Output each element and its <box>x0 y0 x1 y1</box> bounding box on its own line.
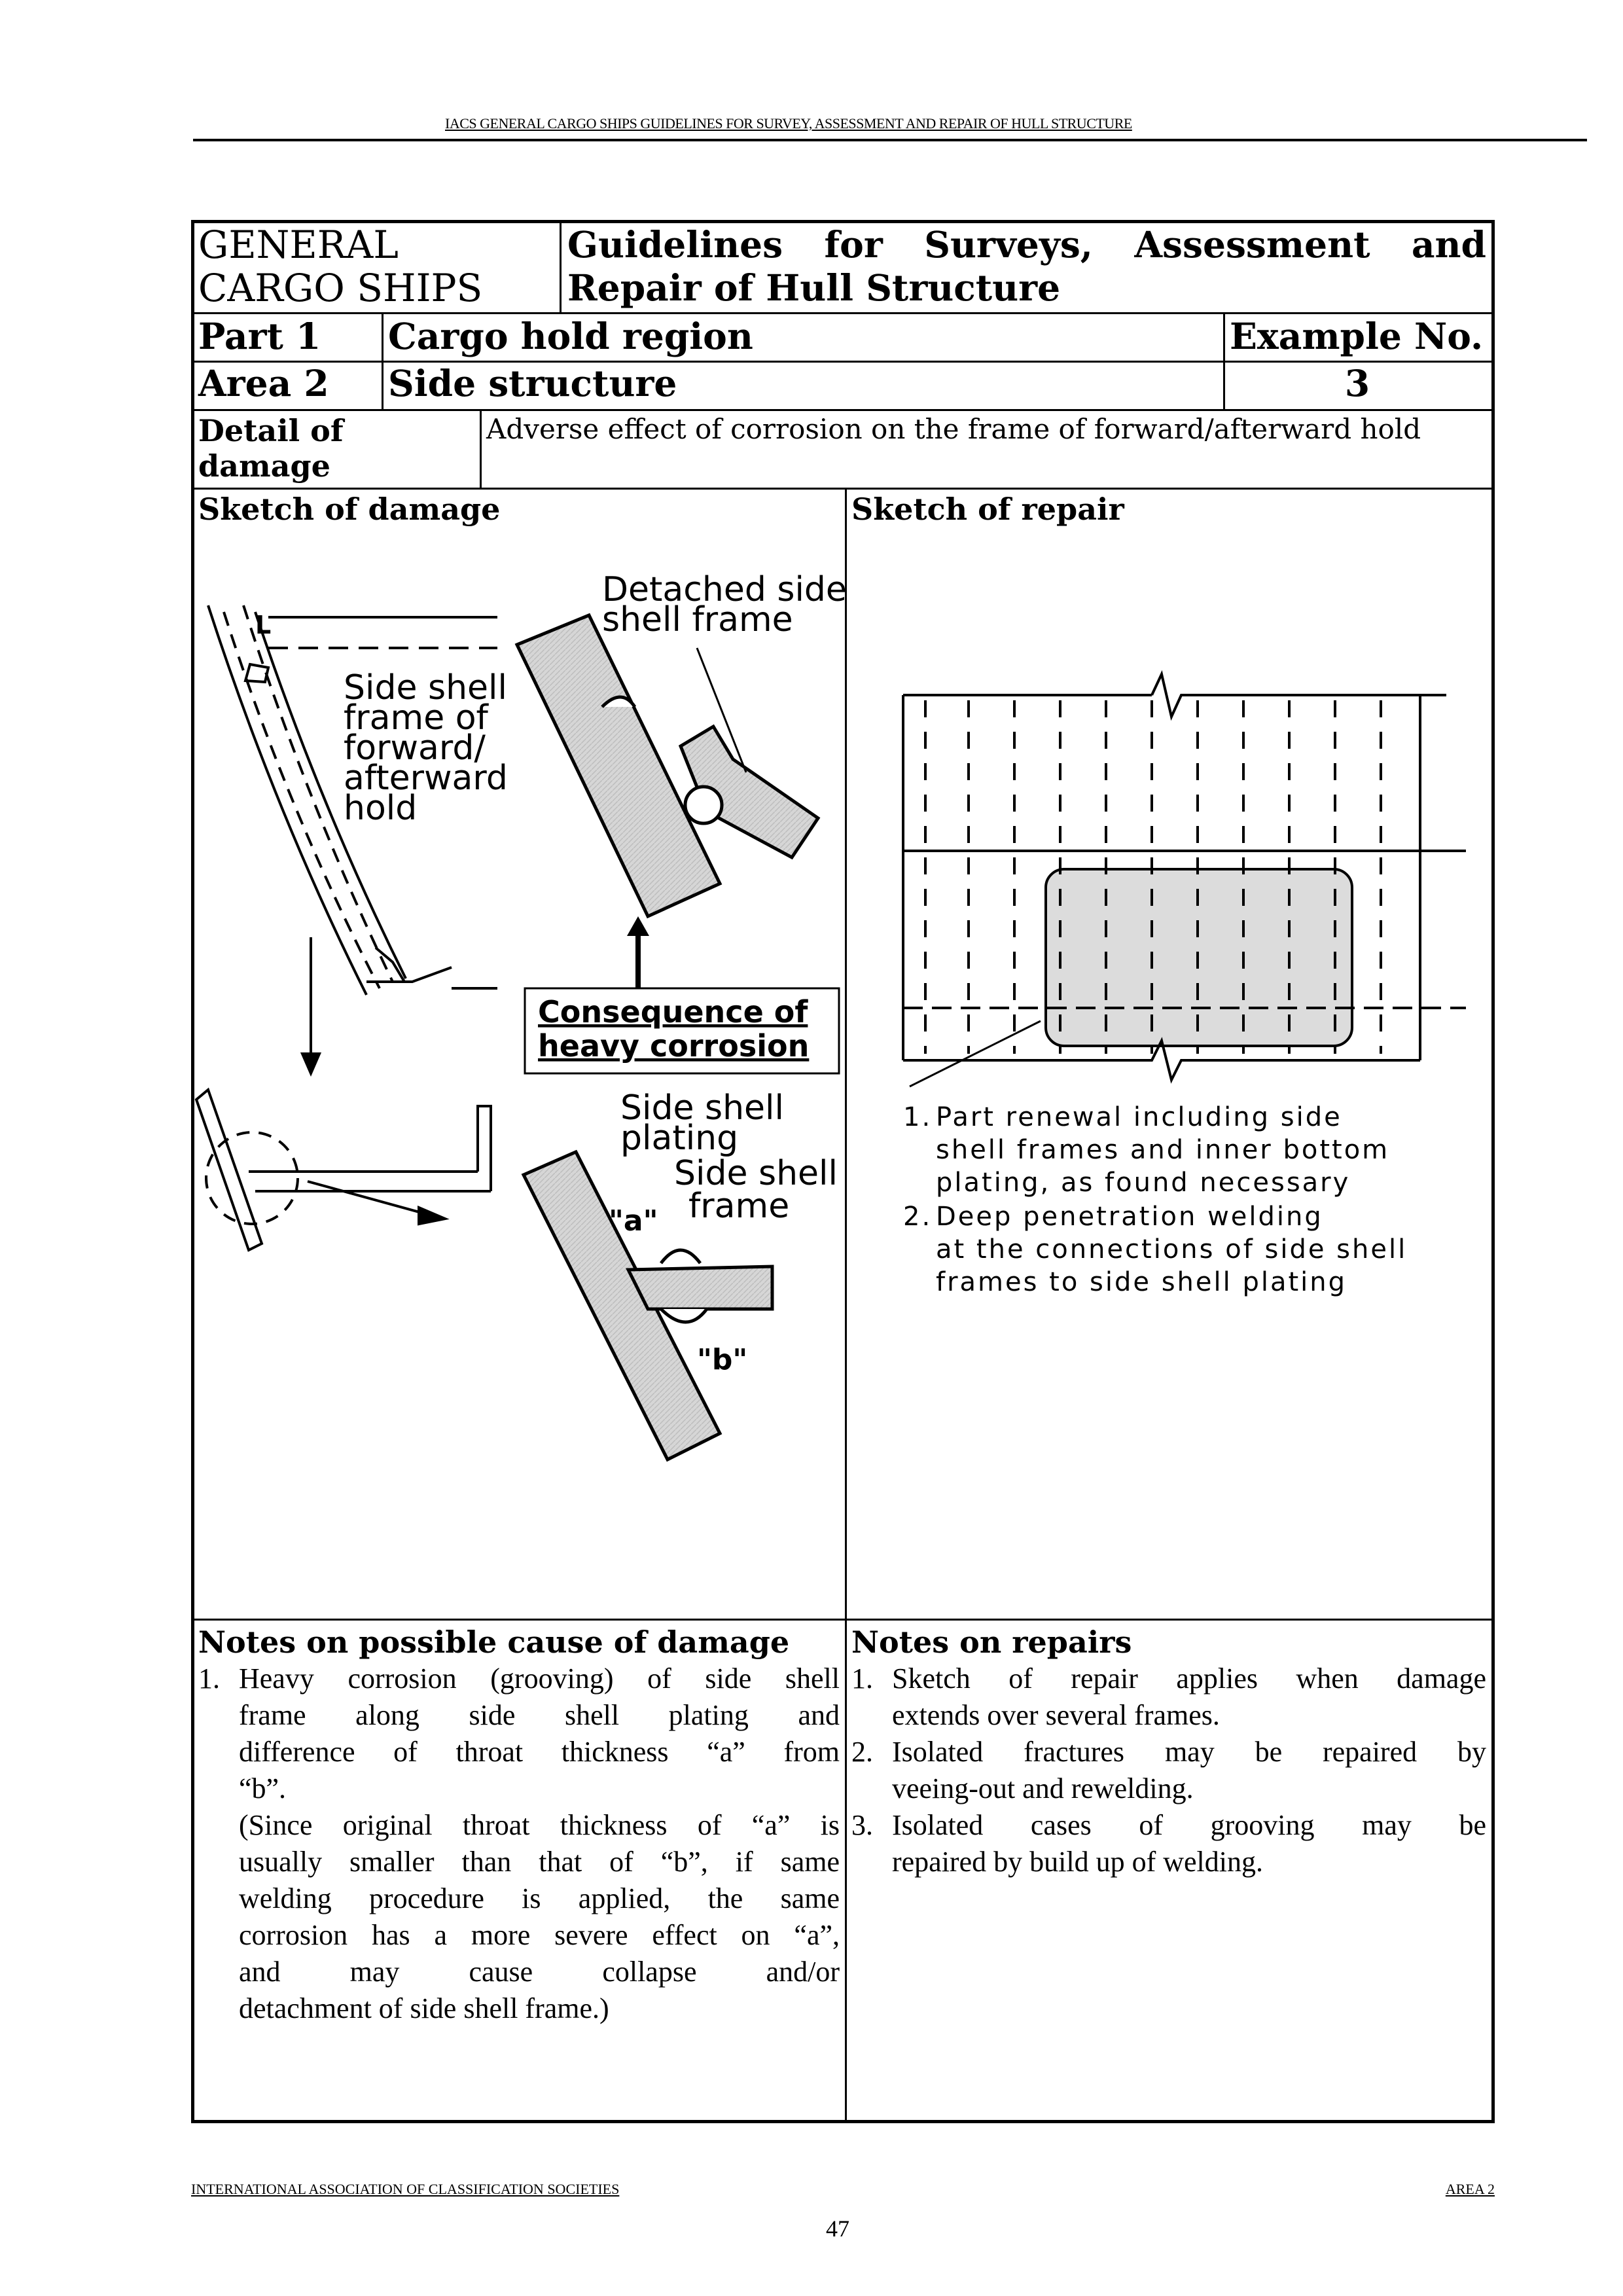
part-value: Cargo hold region <box>388 315 753 357</box>
repair-item-line: Part renewal including side <box>936 1102 1342 1132</box>
repair-item-line: Deep penetration welding <box>936 1202 1323 1232</box>
footer-organization: INTERNATIONAL ASSOCIATION OF CLASSIFICATION SOCIETIES <box>191 2181 620 2197</box>
repair-item-num: 2. <box>903 1202 933 1232</box>
notes-cause-title: Notes on possible cause of damage <box>198 1624 790 1660</box>
detail-label-line1: Detail of <box>198 413 344 448</box>
notes-repair-line: repaired by build up of welding. <box>892 1846 1263 1878</box>
notes-repair-line: Isolated cases of grooving may be <box>892 1809 1486 1841</box>
detached-label: shell frame <box>602 600 793 639</box>
part-label: Part 1 <box>198 315 321 357</box>
ship-type-line1: GENERAL <box>198 223 399 267</box>
footer-area: AREA 2 <box>1445 2181 1495 2197</box>
notes-cause-line: frame along side shell plating and <box>239 1699 840 1731</box>
repair-item-line: plating, as found necessary <box>936 1168 1351 1198</box>
repair-item-line: at the connections of side shell <box>936 1234 1408 1265</box>
guideline-title-line1: Guidelines for Surveys, Assessment and <box>567 223 1486 266</box>
notes-repair-line: Isolated fractures may be repaired by <box>892 1736 1486 1768</box>
repair-grid <box>903 674 1466 1086</box>
consequence-label: heavy corrosion <box>538 1028 810 1064</box>
notes-cause-line: welding procedure is applied, the same <box>239 1882 840 1914</box>
weld-label-b: "b" <box>697 1343 748 1376</box>
frame2-label: Side shell <box>674 1154 838 1193</box>
frame-label: hold <box>344 789 418 828</box>
notes-cause-line: corrosion has a more severe effect on “a”, <box>239 1919 840 1951</box>
notes-repair-num: 1. <box>851 1662 873 1695</box>
frame-label: forward/ <box>344 728 486 768</box>
notes-cause-line: Heavy corrosion (grooving) of side shell <box>239 1662 840 1695</box>
detail-value: Adverse effect of corrosion on the frame of forward/afterward hold <box>486 413 1421 445</box>
detail-letter-L: L <box>255 611 272 639</box>
plating-label: plating <box>620 1119 739 1158</box>
area-value: Side structure <box>388 362 677 404</box>
notes-repair-num: 2. <box>851 1736 873 1768</box>
section-view <box>196 1090 491 1250</box>
notes-repair-line: Sketch of repair applies when damage <box>892 1662 1486 1695</box>
detached-frame-detail <box>517 615 818 916</box>
running-header: IACS GENERAL CARGO SHIPS GUIDELINES FOR SURVEY, ASSESSMENT AND REPAIR OF HULL STRUCTURE <box>445 115 1132 132</box>
repair-item-line: shell frames and inner bottom <box>936 1135 1390 1165</box>
notes-repair-title: Notes on repairs <box>851 1624 1132 1660</box>
notes-cause-num: 1. <box>198 1662 220 1695</box>
example-number: 3 <box>1344 362 1370 404</box>
ship-type-line2: CARGO SHIPS <box>198 266 483 310</box>
notes-cause-line: difference of throat thickness “a” from <box>239 1736 840 1768</box>
sketch-damage-title: Sketch of damage <box>198 492 501 527</box>
page-number: 47 <box>826 2215 849 2242</box>
frame-label: afterward <box>344 759 508 798</box>
detail-label-line2: damage <box>198 448 330 484</box>
notes-cause-line: “b”. <box>239 1772 287 1804</box>
sketch-repair-title: Sketch of repair <box>851 492 1124 527</box>
example-label: Example No. <box>1230 315 1484 357</box>
area-label: Area 2 <box>198 362 329 404</box>
weld-label-a: "a" <box>609 1204 658 1238</box>
frame-label: frame of <box>344 698 488 738</box>
notes-repair-line: extends over several frames. <box>892 1699 1220 1731</box>
notes-cause-line: detachment of side shell frame.) <box>239 1992 609 2024</box>
notes-cause-line: (Since original throat thickness of “a” is <box>239 1809 840 1841</box>
repair-item-num: 1. <box>903 1102 933 1132</box>
notes-repair-num: 3. <box>851 1809 873 1841</box>
frame-label: Side shell <box>344 668 507 708</box>
guideline-title-line2: Repair of Hull Structure <box>567 266 1061 309</box>
detached-label: Detached side <box>602 570 847 609</box>
frame2-label: frame <box>688 1187 790 1226</box>
repair-item-line: frames to side shell plating <box>936 1267 1347 1297</box>
consequence-label: Consequence of <box>538 994 808 1030</box>
plating-label: Side shell <box>620 1088 784 1128</box>
notes-cause-line: usually smaller than that of “b”, if same <box>239 1846 840 1878</box>
notes-repair-line: veeing-out and rewelding. <box>892 1772 1194 1804</box>
notes-cause-line: and may cause collapse and/or <box>239 1956 840 1988</box>
